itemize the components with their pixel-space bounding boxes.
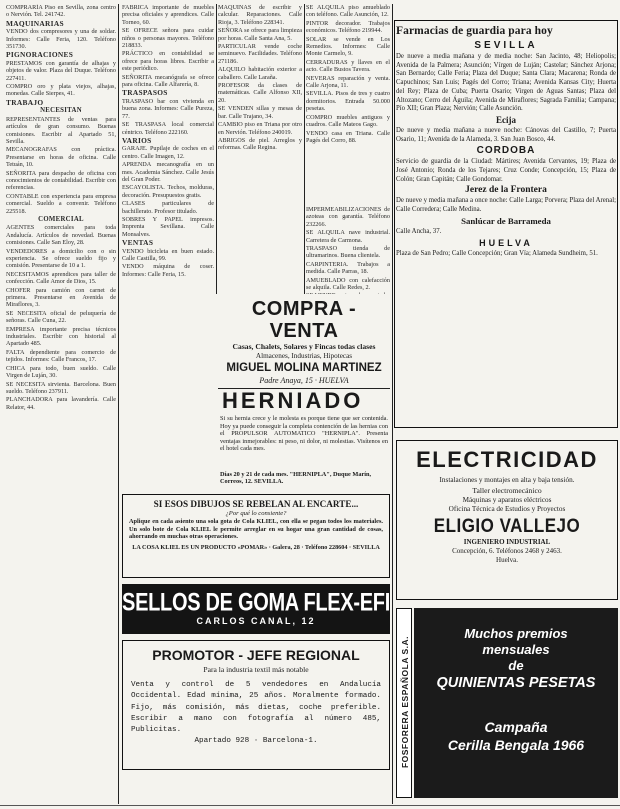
classified-column-3 <box>218 4 302 294</box>
ad-subtitle: Para la industria textil más notable <box>203 665 309 674</box>
classified-section-heading: PIGNORACIONES <box>6 50 74 60</box>
classified-ad: CONTABLE con experiencia para empresa comercial. Sueldo a convenir. Teléfono 225518. <box>6 192 116 215</box>
herniado-ad <box>122 390 390 486</box>
classified-ad: FABRICA importante de muebles precisa oficiales y aprendices. Calle Torneo, 60. <box>122 4 214 26</box>
classified-ad: SE NECESITA oficial de peluquería de señoras. Calle Cuna, 22. <box>6 309 116 325</box>
premios-panel <box>414 608 618 798</box>
ad-line: Oficina Técnica de Estudios y Proyectos <box>448 505 566 513</box>
ad-footer: Apartado 928 · Barcelona-1. <box>194 737 318 746</box>
city-heading: CORDOBA <box>476 145 536 157</box>
ad-subtitle: ¿Por qué lo consiente? <box>225 510 287 517</box>
ad-title: ELECTRICIDAD <box>416 447 598 472</box>
city-text: Servicio de guardia de la Ciudad: Mártires; Avenida Cervantes, 19; Plaza de José Antonio; Ronda de los Tejares; Cruz Conde; Concepción, 15; Plaza de Colón; Gran Capitán; Calle Gondomar. <box>396 158 616 183</box>
classified-ad: REPRESENTANTES de ventas para artículos de gran consumo. Buenas comisiones. Escribir al Apartado 51, Sevilla. <box>6 115 116 145</box>
classified-ad: SEÑORITA mecanógrafa se ofrece para oficina. Calle Alfarería, 8. <box>122 73 214 89</box>
classified-ad: CAMBIO piso en Triana por otro en Nervión. Teléfono 240019. <box>218 121 302 136</box>
classified-column-1 <box>6 4 116 804</box>
classified-ad: PRESTAMOS con garantía de alhajas y objetos de valor. Plaza del Duque. Teléfono 227411. <box>6 59 116 82</box>
city-text: Calle Ancha, 37. <box>396 227 442 235</box>
sellos-banner <box>122 584 390 634</box>
classified-ad: PARTICULAR vende coche seminuevo. Facilidades. Teléfono 271186. <box>218 43 302 65</box>
classified-ad: CLASES particulares de bachillerato. Profesor titulado. <box>122 200 214 215</box>
side-text: FOSFORERA ESPAÑOLA S.A. <box>400 635 410 769</box>
kliel-ad <box>122 494 390 578</box>
promotor-ad <box>122 640 390 770</box>
ad-address: Padre Anaya, 15 · HUELVA <box>259 376 349 385</box>
classified-ad: VENDO casa en Triana. Calle Pagés del Corro, 88. <box>306 129 390 144</box>
column-divider <box>392 4 393 804</box>
classified-ad <box>306 292 390 294</box>
classified-ad: VENDEDORES a domicilio con o sin experiencia. Se ofrece sueldo fijo y comisión. Presentarse de 10 a 1. <box>6 247 116 270</box>
classified-ad: TRASPASO tienda de ultramarinos. Buena clientela. <box>306 245 390 260</box>
classified-ad: PROFESOR da clases de matemáticas. Calle Alfonso XII, 20. <box>218 82 302 104</box>
classified-ad: VENDO bicicleta en buen estado. Calle Castilla, 99. <box>122 247 214 262</box>
ad-title: COMPRA - VENTA <box>251 298 357 342</box>
ad-text: Venta y control de 5 vendedores en Andalucía Occidental. Edad mínima, 25 años. Moralmente formado. Fijo, más comisión, más dietas, coche preferible. Escribir a mano con fotografía al número 485, Publicitas. <box>131 681 381 735</box>
compra-venta-ad <box>218 298 390 388</box>
premios-line: mensuales <box>482 642 550 657</box>
classified-ad: SE NECESITA sirvienta. Barcelona. Buen sueldo. Teléfono 237911. <box>6 380 116 395</box>
city-heading: SEVILLA <box>474 40 538 51</box>
classified-ad: AMUEBLADO con calefacción se alquila. Calle Redes, 2. <box>306 276 390 292</box>
city-text: Plaza de San Pedro; Calle Concepción; Gran Vía; Alameda Sundheim, 51. <box>396 249 598 257</box>
classified-ad: APRENDA mecanografía en un mes. Academia Sánchez. Calle Jesús del Gran Poder. <box>122 161 214 183</box>
city-heading: Sanlúcar de Barrameda <box>461 215 551 226</box>
ad-footer: Días 20 y 21 de cada mes. "HERNIPLA", Duque Marín, Correos, 12. SEVILLA. <box>220 471 372 486</box>
classified-section-heading: NECESITAN <box>40 107 82 115</box>
classified-ad: SEVILLA. Pisos de tres y cuatro dormitorios. Entrada 50.000 pesetas. <box>306 90 390 113</box>
classified-ad: MECANOGRAFAS con práctica. Presentarse en horas de oficina. Calle Tetuán, 10. <box>6 146 116 169</box>
ad-address: Concepción, 6. Teléfonos 2468 y 2463. <box>452 547 562 555</box>
farmacias-frame <box>394 20 618 428</box>
classified-section-heading: VENTAS <box>122 238 154 248</box>
classified-section-heading: TRABAJO <box>6 97 44 107</box>
ad-line: Taller electromecánico <box>472 486 542 495</box>
classified-column-5 <box>306 206 390 294</box>
classified-ad: SOLAR se vende en Los Remedios. Informes: Calle Monte Carmelo, 9. <box>306 35 390 58</box>
classified-ad: SE ALQUILA piso amueblado con teléfono. Calle Asunción, 12. <box>306 4 390 19</box>
classified-ad: COMPRO muebles antiguos y cuadros. Calle Mateos Gago. <box>306 113 390 129</box>
ad-line: Casas, Chalets, Solares y Fincas todas clases <box>232 342 376 351</box>
classified-ad: SE OFRECE señora para cuidar niños o personas mayores. Teléfono 218833. <box>122 27 214 50</box>
classified-ad: FALTA dependiente para comercio de tejidos. Informes: Calle Francos, 17. <box>6 348 116 364</box>
classified-ad: GARAJE. Pupilaje de coches en el centro. Calle Imagen, 12. <box>122 145 214 160</box>
column-divider <box>216 4 217 294</box>
ad-title: HERNIADO <box>222 388 364 413</box>
classified-ad: EMPRESA importante precisa técnicos industriales. Escribir con historial al Apartado 485. <box>6 325 116 348</box>
classified-ad: CERRADURAS y llaves en el acto. Calle Bustos Tavera. <box>306 58 390 74</box>
classified-ad: ESCAYOLISTA. Techos, molduras, decoración. Presupuestos gratis. <box>122 184 214 199</box>
classified-ad: TRASPASO bar con vivienda en buena zona. Informes: Calle Pureza, 77. <box>122 97 214 120</box>
section-title: Farmacias de guardia para hoy <box>396 25 553 37</box>
ad-line: Almacenes, Industrias, Hipotecas <box>255 352 353 360</box>
city-text: De nueve y media mañana a nueve noche: Cánovas del Castillo, 7; Puerta Osario, 11; Avenida de la Alameda, 3. San Juan Bosco, 44. <box>396 126 616 143</box>
ad-text: Si su hernia crece y le molesta es porque tiene que ser contenida. Hoy ya puede conseguir la completa contención de las hernias con el PROPULSOR AUTOMATICO "HERNIPLA". Presenta ventajas inmejorables: ni peso, ni dolor, ni molestias. Visítenos en el hotel cada mes. <box>220 415 388 452</box>
city-heading: Jerez de la Frontera <box>465 185 547 196</box>
classified-ad: SE VENDEN sillas y mesas de bar. Calle Trajano, 34. <box>218 105 302 120</box>
classified-ad: CARPINTERIA. Trabajos a medida. Calle Parras, 18. <box>306 260 390 276</box>
classified-ad: CHOFER para camión con carnet de primera. Presentarse en Avenida de Miraflores, 3. <box>6 286 116 309</box>
classified-ad: VENDO máquina de coser. Informes: Calle Feria, 15. <box>122 263 214 278</box>
classified-ad: AGENTES comerciales para toda Andalucía. Artículos de novedad. Buenas comisiones. Calle San Eloy, 28. <box>6 224 116 247</box>
classified-ad: SEÑORA se ofrece para limpieza por horas. Calle Santa Ana, 5. <box>218 27 302 42</box>
premios-amount: QUINIENTAS PESETAS <box>436 675 596 691</box>
side-stripe <box>396 608 412 798</box>
classified-ad: SEÑORITA para despacho de oficina con conocimientos de contabilidad. Escribir con referencias. <box>6 169 116 192</box>
premios-line: de <box>508 658 524 673</box>
ad-title: SI ESOS DIBUJOS SE REBELAN AL ENCARTE... <box>153 499 359 509</box>
classified-section-heading: COMERCIAL <box>38 215 84 223</box>
ad-footer: LA COSA KLIEL ES UN PRODUCTO «POMAR» · Galera, 28 · Teléfono 228604 · SEVILLA <box>132 543 380 551</box>
banner-title: SELLOS DE GOMA FLEX-EFI <box>122 589 390 617</box>
ad-name: ELIGIO VALLEJO <box>433 514 581 537</box>
classified-ad: PINTOR decorador. Trabajos económicos. Teléfono 219944. <box>306 19 390 35</box>
ad-line: Instalaciones y montajes en alta y baja tensión. <box>439 476 575 484</box>
classified-ad: VENDO dos compresores y una de soldar. Informes: Calle Feria, 120. Teléfono 351730. <box>6 28 116 51</box>
premios-campaign: Cerilla Bengala 1966 <box>447 737 585 753</box>
ad-title: PROMOTOR - JEFE REGIONAL <box>152 647 360 663</box>
classified-ad: PRÁCTICO en contabilidad se ofrece para horas libres. Escribir a este periódico. <box>122 50 214 73</box>
classified-section-heading: MAQUINARIAS <box>6 18 64 28</box>
bottom-edge <box>0 805 620 806</box>
classified-ad: CHICA para todo, buen sueldo. Calle Virgen de Luján, 30. <box>6 364 116 380</box>
classified-ad: ALQUILO habitación exterior a caballero. Calle Laraña. <box>218 66 302 81</box>
banner-subtitle: CARLOS CANAL, 12 <box>196 616 316 626</box>
classified-section-heading: VARIOS <box>122 135 152 145</box>
classified-ad: PLANCHADORA para lavandería. Calle Relator, 44. <box>6 396 116 411</box>
city-text: De nueve y media mañana a once noche: Calle Larga; Porvera; Plaza del Arenal; Calle Corredera; Calle Medina. <box>396 197 616 214</box>
ad-line: Máquinas y aparatos eléctricos <box>462 496 552 504</box>
city-heading: Ecija <box>496 114 516 125</box>
city-heading: HUELVA <box>479 237 533 248</box>
classified-ad: SOBRES Y PAPEL impresos. Imprenta Sevillana. Calle Monsalves. <box>122 215 214 238</box>
ad-name: MIGUEL MOLINA MARTINEZ <box>226 362 382 374</box>
premios-line: Muchos premios <box>464 626 568 641</box>
classified-ad: IMPERMEABILIZACIONES de azoteas con garantía. Teléfono 232266. <box>306 206 390 228</box>
classified-ad: COMPRO oro y plata viejos, alhajas, monedas. Calle Sierpes, 41. <box>6 83 116 98</box>
classified-ad: MAQUINAS de escribir y calcular. Reparaciones. Calle Rioja, 3. Teléfono 228341. <box>218 4 302 26</box>
classified-ad: ABRIGOS de piel. Arreglos y reformas. Calle Regina. <box>218 136 302 152</box>
column-divider <box>118 4 119 804</box>
classified-section-heading: TRASPASOS <box>122 88 168 98</box>
classified-ad: COMPRARÍA Piso en Sevilla, zona centro o Nervión. Tel. 241742. <box>6 4 116 19</box>
classified-column-4 <box>306 4 390 204</box>
classified-ad: NEVERAS reparación y venta. Calle Arjona, 11. <box>306 74 390 90</box>
column-divider <box>304 4 305 294</box>
classified-ad: SE TRASPASA local comercial céntrico. Teléfono 222160. <box>122 121 214 136</box>
city-text: De nueve a media mañana y de media noche: San Jacinto, 48; Heliopolis; Avenida de la Palmera; Asunción; Vírgen de Luján; Castelar; Sánchez Arjona; San Bernardo; Calle Feria; Plaza del Duque; Santa Clara; Macarena; Ronda de Capuchinos; San Luis; Pagés del Corro; Triana; Avenida Kansas City; Huerta del Rey; Plaza de Cuba; Puerta Osario; Virgen de Aguas Santas; Plaza del Altozano; Cerro del Águila; Avenida de Miraflores; Sagrada Familia; Campana; Pío XII; Gran Plaza; Nervión; Calle Asunción. <box>396 53 616 113</box>
fosforera-ad <box>396 608 618 798</box>
ad-text: Aplique en cada asiento una sola gota de Cola KLIEL, con ella se pegan todos los materiales. Un solo bote de Cola KLIEL le permite arreglar en su hogar una gran cantidad de cosas, ahorrando en muchas otras operaciones. <box>129 518 383 540</box>
ad-role: INGENIERO INDUSTRIAL <box>463 538 551 546</box>
electricidad-ad <box>396 440 618 600</box>
classified-ad: NECESITAMOS aprendices para taller de confección. Calle Amor de Dios, 15. <box>6 270 116 286</box>
premios-line: Campaña <box>484 719 548 735</box>
ad-city: Huelva. <box>496 556 518 564</box>
classified-ad: SE ALQUILA nave industrial. Carretera de Carmona. <box>306 229 390 244</box>
